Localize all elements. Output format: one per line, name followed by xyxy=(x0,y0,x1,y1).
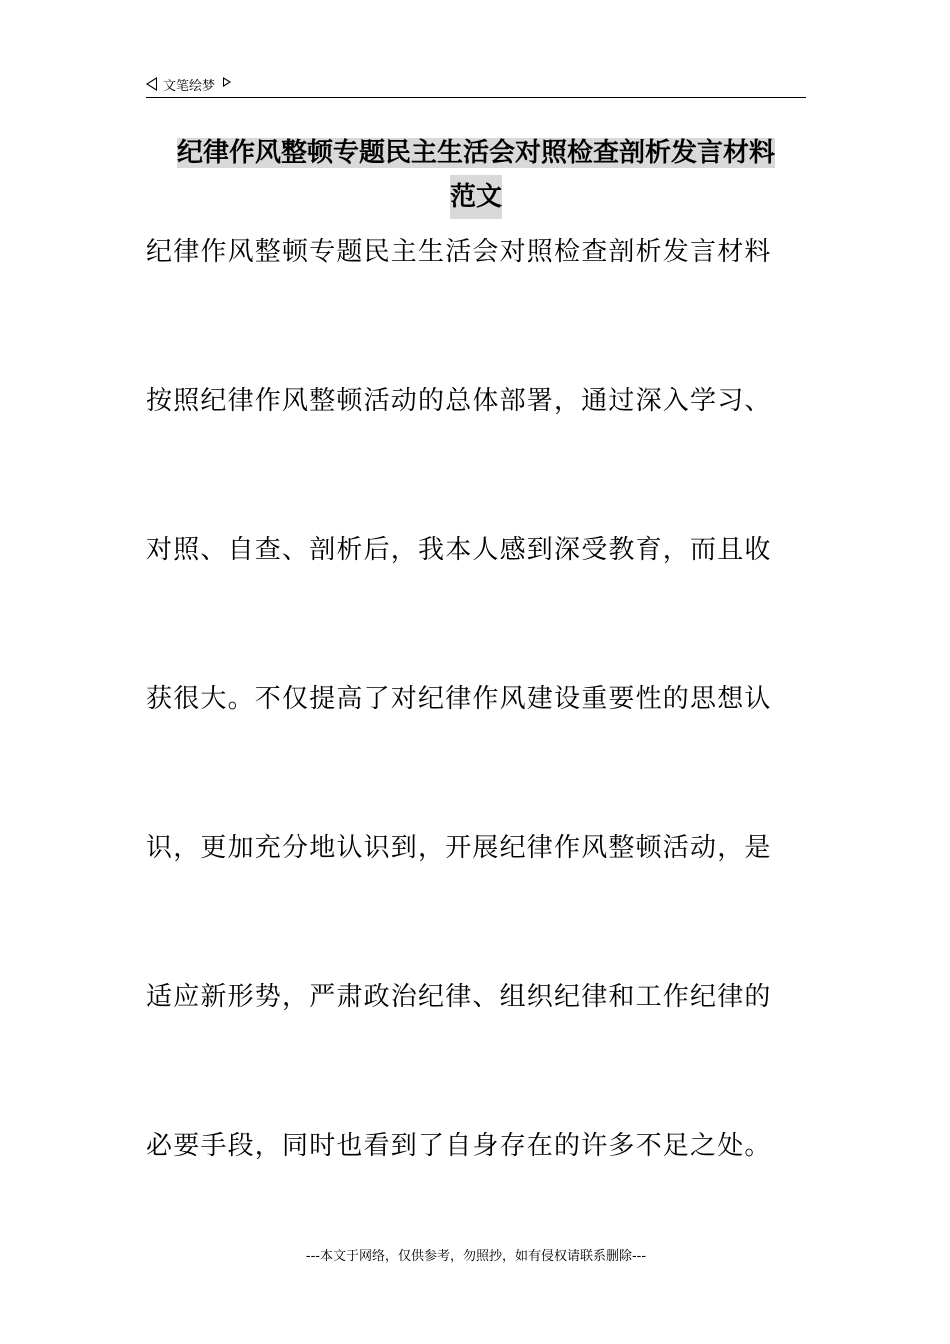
title-line-2: 范文 xyxy=(450,175,502,219)
body-line-2: 按照纪律作风整顿活动的总体部署，通过深入学习、 xyxy=(146,386,772,416)
body-line-7: 必要手段，同时也看到了自身存在的许多不足之处。 xyxy=(146,1131,772,1161)
header-brand: 文笔绘梦 xyxy=(163,78,216,94)
title-line-1: 纪律作风整顿专题民主生活会对照检查剖析发言材料 xyxy=(176,138,775,168)
body-line-6: 适应新形势，严肃政治纪律、组织纪律和工作纪律的 xyxy=(146,982,772,1012)
body-line-3: 对照、自查、剖析后，我本人感到深受教育，而且收 xyxy=(146,535,772,565)
triangle-right-icon xyxy=(223,77,231,87)
page-header xyxy=(146,72,806,96)
header-divider xyxy=(146,97,806,98)
body-line-4: 获很大。不仅提高了对纪律作风建设重要性的思想认 xyxy=(146,684,772,714)
body-line-5: 识，更加充分地认识到，开展纪律作风整顿活动，是 xyxy=(146,833,772,863)
triangle-left-icon xyxy=(146,77,157,91)
document-title xyxy=(146,131,806,219)
body-line-1: 纪律作风整顿专题民主生活会对照检查剖析发言材料 xyxy=(146,237,772,267)
page-footer: ---本文于网络，仅供参考，勿照抄，如有侵权请联系删除--- xyxy=(305,1249,647,1264)
